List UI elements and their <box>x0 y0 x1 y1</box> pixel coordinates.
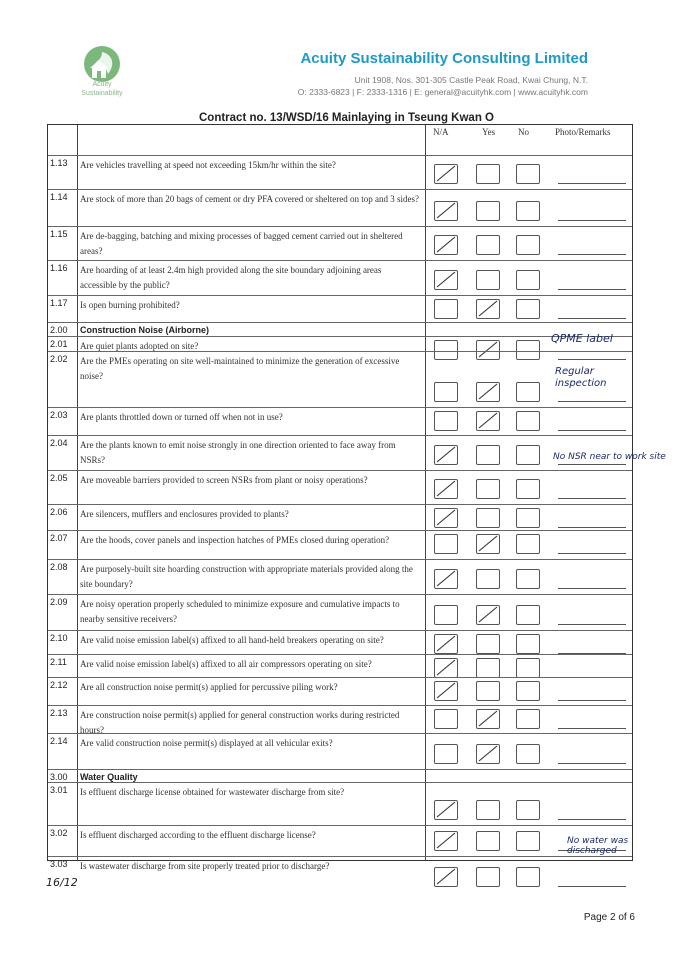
checkbox-na[interactable] <box>434 709 458 729</box>
remarks-line <box>558 553 626 554</box>
contract-title: Contract no. 13/WSD/16 Mainlaying in Tseung Kwan O <box>199 112 494 124</box>
item-number: 1.15 <box>50 229 68 239</box>
row-divider <box>48 630 632 631</box>
item-number: 3.03 <box>50 859 68 869</box>
checkbox-no[interactable] <box>516 382 540 402</box>
row-divider <box>48 856 632 857</box>
checklist-question: Is effluent discharge license obtained for wastewater discharge from site? <box>80 787 345 797</box>
row-divider <box>48 407 632 408</box>
item-number: 2.10 <box>50 633 68 643</box>
checkbox-yes[interactable] <box>476 569 500 589</box>
check-mark-icon <box>434 445 458 465</box>
checkbox-no[interactable] <box>516 235 540 255</box>
handwritten-remark: QPME label <box>551 332 613 345</box>
check-mark-icon <box>476 709 500 729</box>
checkbox-no[interactable] <box>516 445 540 465</box>
row-divider <box>48 594 632 595</box>
company-name: Acuity Sustainability Consulting Limited <box>300 50 588 67</box>
item-number: 2.12 <box>50 680 68 690</box>
check-mark-icon <box>434 681 458 701</box>
checklist-question: Is effluent discharged according to the effluent discharge license? <box>80 830 316 840</box>
checklist-question: Are valid noise emission label(s) affixed to all hand-held breakers operating on site? <box>80 635 384 645</box>
row-divider <box>48 559 632 560</box>
check-mark-icon <box>434 634 458 654</box>
item-number: 3.01 <box>50 785 68 795</box>
check-mark-icon <box>434 270 458 290</box>
item-number: 2.03 <box>50 410 68 420</box>
checkbox-na[interactable] <box>434 340 458 360</box>
checkbox-no[interactable] <box>516 340 540 360</box>
row-divider <box>48 226 632 227</box>
checkbox-no[interactable] <box>516 201 540 221</box>
item-number: 2.00 <box>50 325 68 335</box>
item-number: 2.08 <box>50 562 68 572</box>
remarks-line <box>558 498 626 499</box>
row-divider <box>48 769 632 770</box>
checklist-question: Are purposely-built site hoarding construction with appropriate materials provided along the site boundary? <box>80 564 413 589</box>
checklist-question: Are noisy operation properly scheduled to minimize exposure and cumulative impacts to nearby sensitive receivers? <box>80 599 400 624</box>
check-mark-icon <box>476 299 500 319</box>
item-number: 3.00 <box>50 772 68 782</box>
remarks-line <box>558 700 626 701</box>
checklist-question: Are valid construction noise permit(s) displayed at all vehicular exits? <box>80 738 333 748</box>
checkbox-no[interactable] <box>516 658 540 678</box>
remarks-line <box>558 183 626 184</box>
checkbox-na[interactable] <box>434 534 458 554</box>
item-number: 2.11 <box>50 657 67 667</box>
checkbox-no[interactable] <box>516 709 540 729</box>
row-divider <box>48 189 632 190</box>
row-divider <box>48 351 632 352</box>
row-divider <box>48 470 632 471</box>
row-divider <box>48 435 632 436</box>
checkbox-no[interactable] <box>516 164 540 184</box>
checkbox-na[interactable] <box>434 411 458 431</box>
item-number: 2.06 <box>50 507 68 517</box>
checkbox-no[interactable] <box>516 681 540 701</box>
checkbox-yes[interactable] <box>476 270 500 290</box>
check-mark-icon <box>434 800 458 820</box>
checkbox-no[interactable] <box>516 605 540 625</box>
checkbox-yes[interactable] <box>476 681 500 701</box>
checklist-question: Are the plants known to emit noise strongly in one direction oriented to face away from NSRs? <box>80 440 396 465</box>
checklist-question: Are moveable barriers provided to screen NSRs from plant or noisy operations? <box>80 475 368 485</box>
check-mark-icon <box>434 164 458 184</box>
row-divider <box>48 825 632 826</box>
check-mark-icon <box>476 534 500 554</box>
remarks-line <box>558 318 626 319</box>
check-mark-icon <box>476 340 500 360</box>
column-header-na: N/A <box>433 127 449 137</box>
checkbox-yes[interactable] <box>476 831 500 851</box>
item-number: 2.13 <box>50 708 68 718</box>
check-mark-icon <box>434 569 458 589</box>
checkbox-yes[interactable] <box>476 164 500 184</box>
checklist-question: Are construction noise permit(s) applied for general construction works during restricted hours? <box>80 710 400 735</box>
checklist-question: Is wastewater discharge from site properly treated prior to discharge? <box>80 861 330 871</box>
item-number: 2.01 <box>50 339 68 349</box>
checklist-table <box>47 124 633 871</box>
item-number: 3.02 <box>50 828 68 838</box>
checkbox-no[interactable] <box>516 411 540 431</box>
checkbox-yes[interactable] <box>476 445 500 465</box>
remarks-line <box>558 254 626 255</box>
checkbox-yes[interactable] <box>476 634 500 654</box>
remarks-line <box>558 401 626 402</box>
remarks-line <box>558 289 626 290</box>
checkbox-yes[interactable] <box>476 658 500 678</box>
check-mark-icon <box>434 508 458 528</box>
checkbox-yes[interactable] <box>476 201 500 221</box>
checkbox-no[interactable] <box>516 508 540 528</box>
remarks-line <box>558 464 626 465</box>
handwritten-remark: Regular inspection <box>555 366 607 389</box>
remarks-line <box>558 886 626 887</box>
row-divider <box>48 654 632 655</box>
checkbox-no[interactable] <box>516 569 540 589</box>
section-heading: Water Quality <box>80 772 138 782</box>
row-divider <box>48 322 632 323</box>
item-number: 1.16 <box>50 263 68 273</box>
checklist-question: Are quiet plants adopted on site? <box>80 341 199 351</box>
checklist-question: Are all construction noise permit(s) applied for percussive piling work? <box>80 682 338 692</box>
row-divider <box>48 336 632 337</box>
column-header-yes: Yes <box>482 127 496 137</box>
check-mark-icon <box>476 744 500 764</box>
row-divider <box>48 260 632 261</box>
page-number: Page 2 of 6 <box>583 912 635 923</box>
checkbox-yes[interactable] <box>476 508 500 528</box>
item-number: 2.05 <box>50 473 68 483</box>
check-mark-icon <box>476 382 500 402</box>
checkbox-no[interactable] <box>516 479 540 499</box>
checklist-question: Are stock of more than 20 bags of cement or dry PFA covered or sheltered on top and 3 sides? <box>80 194 419 204</box>
checkbox-na[interactable] <box>434 382 458 402</box>
item-number: 2.07 <box>50 533 68 543</box>
remarks-line <box>558 527 626 528</box>
check-mark-icon <box>476 605 500 625</box>
check-mark-icon <box>434 831 458 851</box>
check-mark-icon <box>434 235 458 255</box>
column-header-remarks: Photo/Remarks <box>555 127 611 137</box>
checkbox-no[interactable] <box>516 299 540 319</box>
item-number: 2.14 <box>50 736 68 746</box>
remarks-line <box>558 588 626 589</box>
row-divider <box>48 705 632 706</box>
row-divider <box>48 504 632 505</box>
check-mark-icon <box>434 658 458 678</box>
handwritten-remark: No water was discharged <box>567 836 629 856</box>
section-heading: Construction Noise (Airborne) <box>80 325 210 335</box>
checkbox-no[interactable] <box>516 270 540 290</box>
checklist-question: Are vehicles travelling at speed not exceeding 15km/hr within the site? <box>80 160 336 170</box>
handwritten-date: 16/12 <box>46 876 78 889</box>
checkbox-na[interactable] <box>434 744 458 764</box>
item-number: 2.04 <box>50 438 68 448</box>
check-mark-icon <box>434 867 458 887</box>
row-divider <box>48 733 632 734</box>
remarks-line <box>558 819 626 820</box>
checkbox-yes[interactable] <box>476 800 500 820</box>
company-address: Unit 1908, Nos. 301-305 Castle Peak Road, Kwai Chung, N.T. O: 2333-6823 | F: 2333-1316 | E: general@acuityhk.com | www.acuityhk.com <box>297 75 588 97</box>
logo-text: Acuity Sustainability <box>81 81 123 97</box>
checklist-question: Are de-bagging, batching and mixing processes of bagged cement carried out in sheltered areas? <box>80 231 403 256</box>
item-number: 2.09 <box>50 597 68 607</box>
checklist-question: Are hoarding of at least 2.4m high provided along the site boundary adjoining areas accessible by the public? <box>80 265 382 290</box>
row-divider <box>48 677 632 678</box>
checkbox-no[interactable] <box>516 800 540 820</box>
checkbox-no[interactable] <box>516 534 540 554</box>
check-mark-icon <box>476 411 500 431</box>
remarks-line <box>558 728 626 729</box>
checkbox-yes[interactable] <box>476 867 500 887</box>
handwritten-remark: No NSR near to work site <box>553 452 666 462</box>
remarks-line <box>558 430 626 431</box>
item-number: 2.02 <box>50 354 68 364</box>
checklist-question: Are plants throttled down or turned off when not in use? <box>80 412 283 422</box>
remarks-line <box>558 220 626 221</box>
check-mark-icon <box>434 479 458 499</box>
checkbox-no[interactable] <box>516 634 540 654</box>
remarks-line <box>558 359 626 360</box>
checklist-question: Are silencers, mufflers and enclosures provided to plants? <box>80 509 289 519</box>
row-divider <box>48 530 632 531</box>
check-mark-icon <box>434 201 458 221</box>
checkbox-na[interactable] <box>434 605 458 625</box>
row-divider <box>48 155 632 156</box>
checkbox-na[interactable] <box>434 299 458 319</box>
checkbox-yes[interactable] <box>476 479 500 499</box>
checkbox-no[interactable] <box>516 831 540 851</box>
checklist-question: Are the PMEs operating on site well-maintained to minimize the generation of excessive noise? <box>80 356 400 381</box>
checkbox-no[interactable] <box>516 867 540 887</box>
checklist-question: Are valid noise emission label(s) affixed to all air compressors operating on site? <box>80 659 372 669</box>
checklist-question: Are the hoods, cover panels and inspection hatches of PMEs closed during operation? <box>80 535 390 545</box>
item-number: 1.14 <box>50 192 68 202</box>
remarks-line <box>558 624 626 625</box>
checklist-question: Is open burning prohibited? <box>80 300 180 310</box>
row-divider <box>48 295 632 296</box>
remarks-line <box>558 763 626 764</box>
column-header-no: No <box>518 127 529 137</box>
row-divider <box>48 782 632 783</box>
item-number: 1.17 <box>50 298 68 308</box>
item-number: 1.13 <box>50 158 68 168</box>
checkbox-no[interactable] <box>516 744 540 764</box>
checkbox-yes[interactable] <box>476 235 500 255</box>
